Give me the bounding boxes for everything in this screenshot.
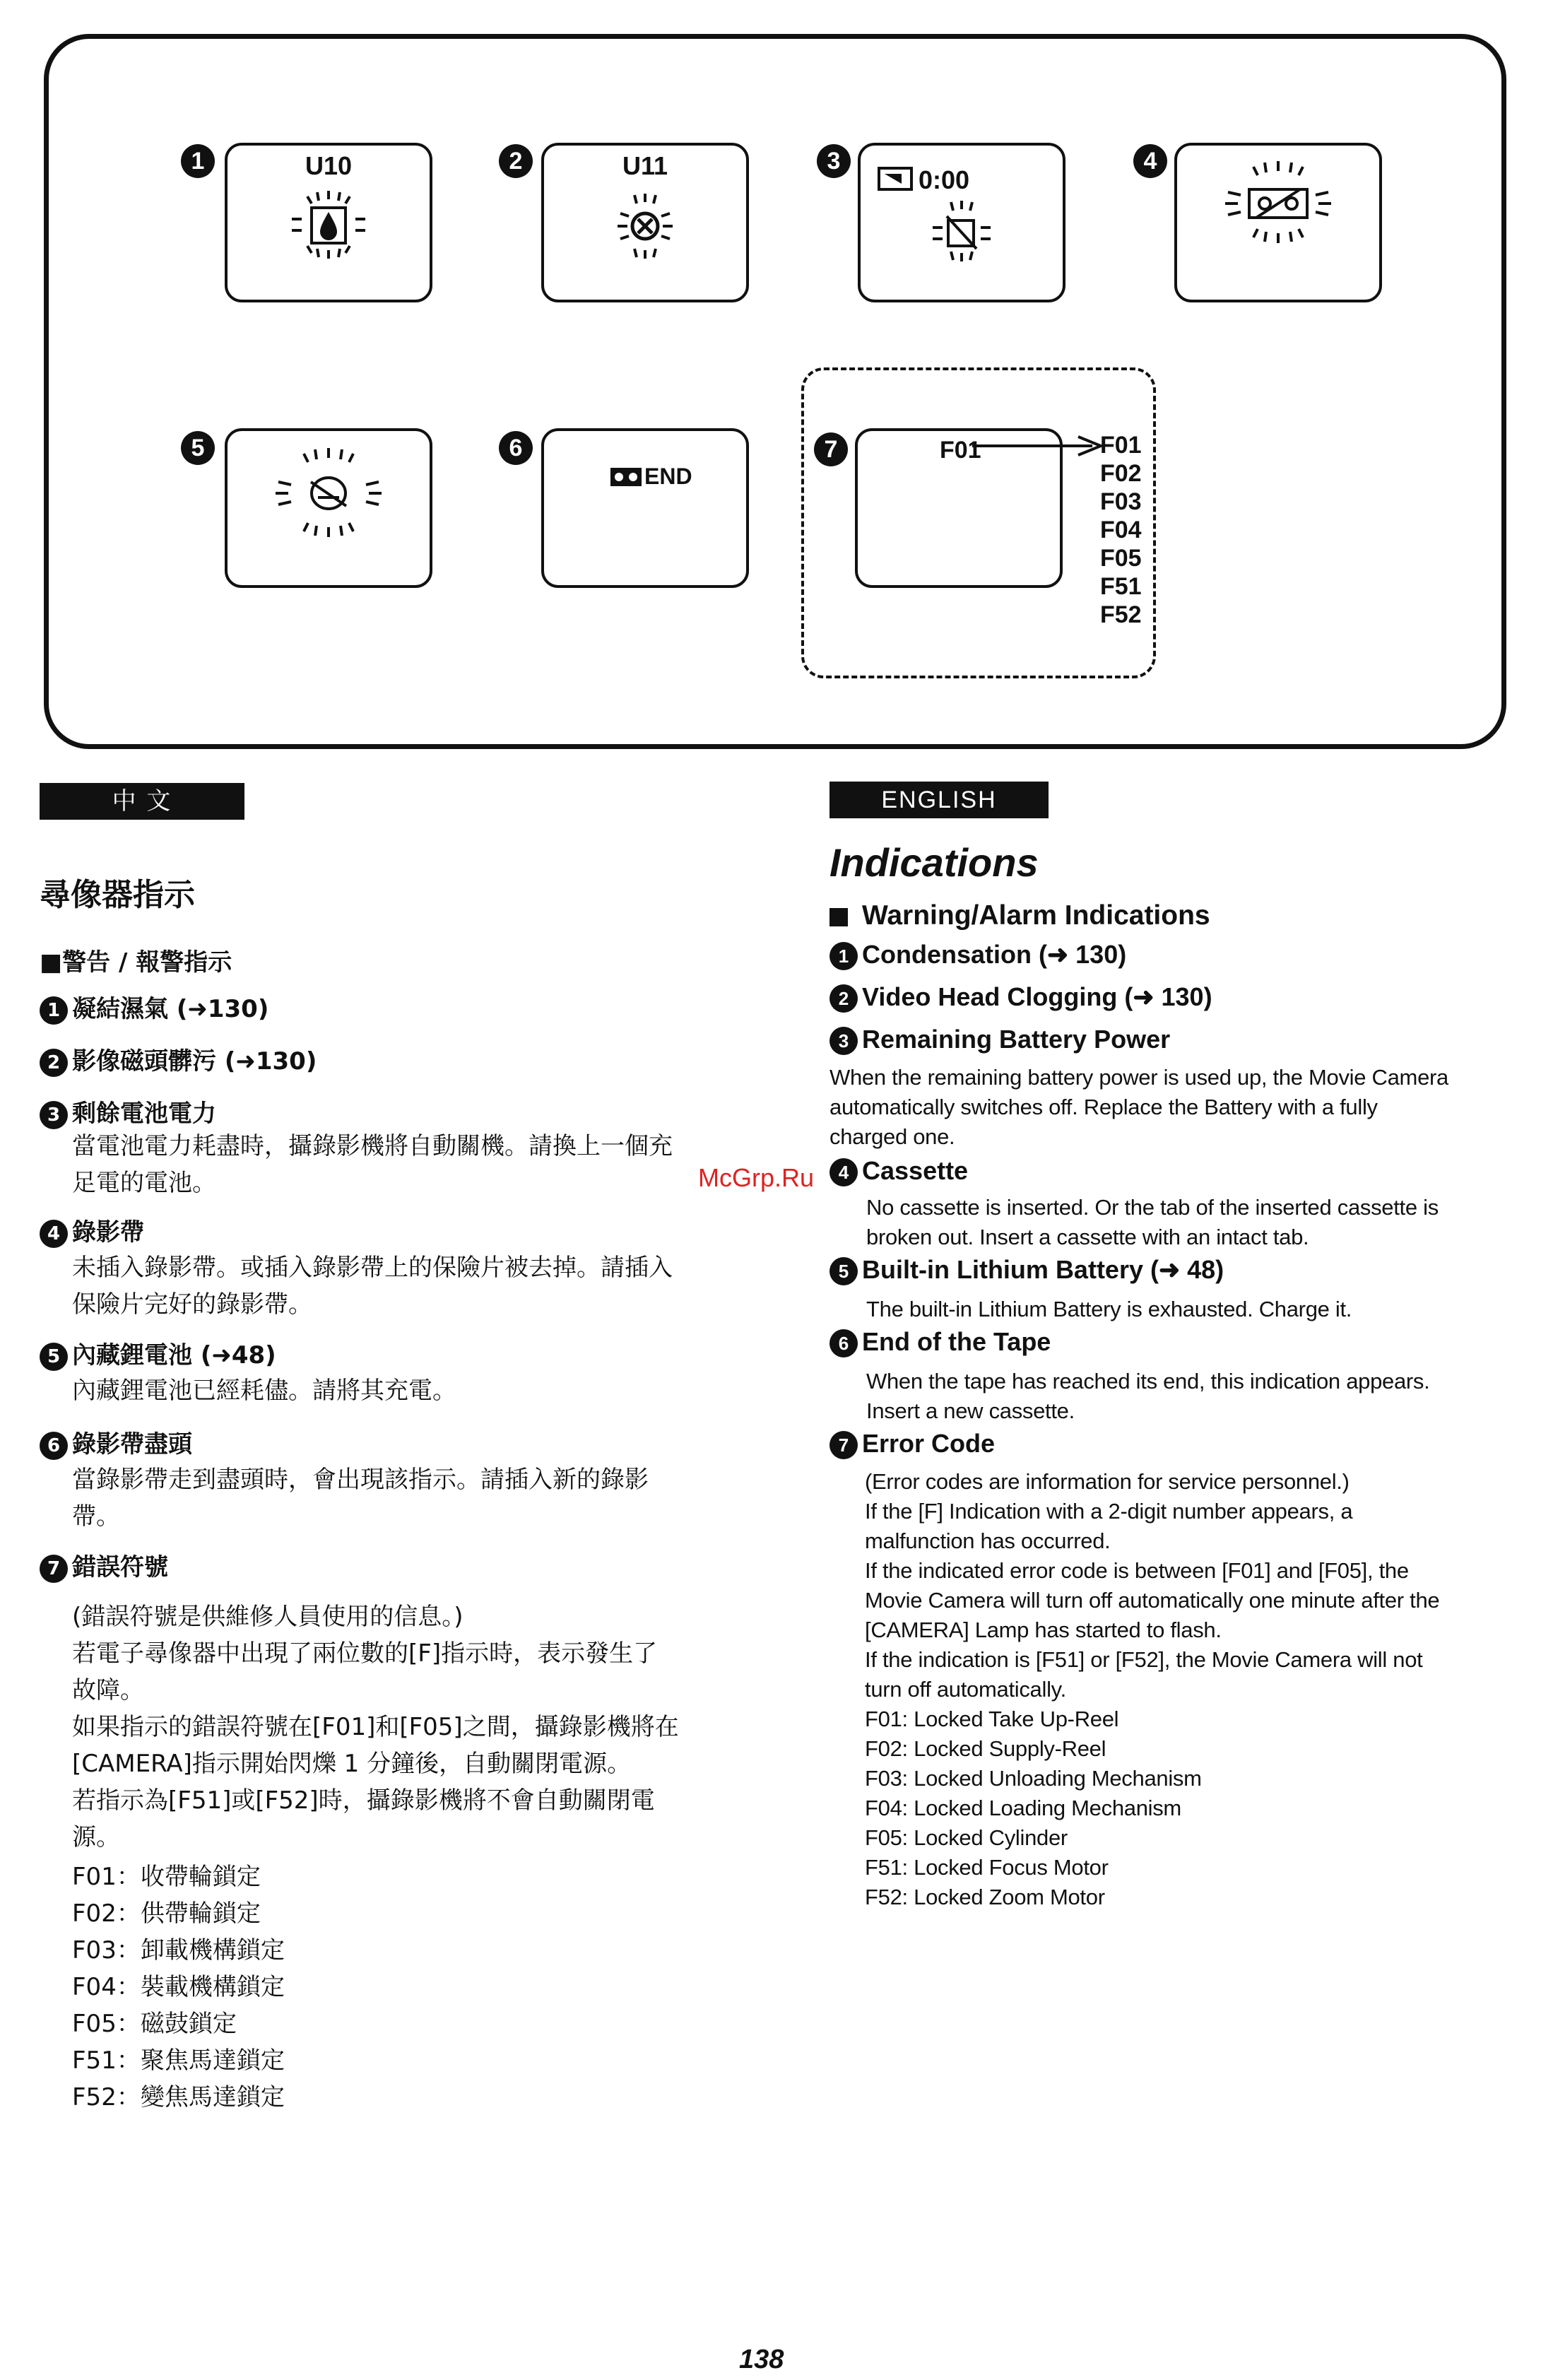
en-item-1 <box>829 940 1126 970</box>
viewfinder-screen-6 <box>541 428 749 588</box>
en-item-7-body <box>865 1467 1439 1912</box>
error-code-item: F04：裝載機構鎖定 <box>72 1973 285 2001</box>
item-number-7: 7 <box>829 1431 858 1459</box>
subtitle-english <box>829 900 1210 931</box>
page-title-chinese: 尋像器指示 <box>40 877 195 913</box>
cn-item-6 <box>40 1425 192 1460</box>
error-code-item: F01: Locked Take Up-Reel <box>865 1707 1119 1731</box>
text-line: (Error codes are information for service personnel.) <box>865 1469 1350 1494</box>
text-line: [CAMERA]指示開始閃爍 1 分鐘後，自動關閉電源。 <box>72 1750 632 1778</box>
cn-item-title: 錯誤符號 <box>72 1553 168 1581</box>
text-line: 內藏鋰電池已經耗儘。請將其充電。 <box>72 1377 456 1405</box>
viewfinder-screen-5 <box>225 428 432 588</box>
cn-item-title: 剩餘電池電力 <box>72 1100 216 1128</box>
cn-item-title: 錄影帶盡頭 <box>72 1430 192 1459</box>
callout-1: 1 <box>181 144 215 178</box>
square-bullet-icon <box>829 908 848 926</box>
callout-5: 5 <box>181 431 215 465</box>
en-item-5-body <box>866 1295 1352 1324</box>
item-number-4: 4 <box>829 1158 858 1186</box>
item-number-3: 3 <box>829 1027 858 1055</box>
tape-end-icon <box>609 466 643 488</box>
text-line: When the tape has reached its end, this indication appears. <box>866 1369 1430 1394</box>
text-line: 未插入錄影帶。或插入錄影帶上的保險片被去掉。請插入 <box>72 1254 673 1282</box>
viewfinder-screen-4 <box>1174 143 1382 302</box>
head-clogging-icon <box>606 189 684 260</box>
cn-item-title: 凝結濕氣 (➜130) <box>72 995 269 1023</box>
cn-item-title: 錄影帶 <box>72 1218 144 1247</box>
cn-item-title: 影像磁頭髒污 (➜130) <box>72 1047 317 1076</box>
callout-7: 7 <box>814 432 848 466</box>
error-code-item: F02: Locked Supply-Reel <box>865 1736 1106 1761</box>
error-code-item: F03：卸載機構鎖定 <box>72 1936 285 1964</box>
text-line: 若電子尋像器中出現了兩位數的[F]指示時，表示發生了 <box>72 1639 658 1668</box>
battery-icon <box>923 199 1000 263</box>
error-code-item: F03 <box>1100 488 1142 515</box>
cn-item-7 <box>40 1548 168 1583</box>
item-number-6: 6 <box>40 1432 68 1460</box>
callout-4: 4 <box>1133 144 1167 178</box>
callout-6: 6 <box>499 431 533 465</box>
text-line: 帶。 <box>72 1502 120 1531</box>
text-line: 保險片完好的錄影帶。 <box>72 1290 312 1319</box>
text-line: malfunction has occurred. <box>865 1528 1111 1553</box>
figure-frame <box>44 34 1506 749</box>
text-line: 當錄影帶走到盡頭時，會出現該指示。請插入新的錄影 <box>72 1466 649 1494</box>
text-line: The built-in Lithium Battery is exhausted. Charge it. <box>866 1297 1352 1321</box>
remaining-time-icon <box>878 167 913 191</box>
text-line: turn off automatically. <box>865 1677 1066 1702</box>
error-code-item: F01：收帶輪鎖定 <box>72 1863 261 1891</box>
cassette-icon <box>1218 160 1338 245</box>
item-number-6: 6 <box>829 1329 858 1357</box>
error-code-item: F03: Locked Unloading Mechanism <box>865 1766 1202 1791</box>
cn-item-2 <box>40 1042 317 1077</box>
viewfinder-screen-1 <box>225 143 432 302</box>
error-code-item: F52: Locked Zoom Motor <box>865 1885 1105 1909</box>
en-item-title: Condensation (➜ 130) <box>862 940 1127 969</box>
error-code-item: F05: Locked Cylinder <box>865 1825 1068 1850</box>
text-line: 如果指示的錯誤符號在[F01]和[F05]之間，攝錄影機將在 <box>72 1713 679 1741</box>
watermark-text: McGrp.Ru <box>698 1163 815 1192</box>
text-line: 當電池電力耗盡時，攝錄影機將自動關機。請換上一個充 <box>72 1132 673 1160</box>
cn-item-6-body <box>72 1461 649 1535</box>
error-code-list <box>1100 431 1142 629</box>
en-item-title: Remaining Battery Power <box>862 1025 1171 1054</box>
callout-2: 2 <box>499 144 533 178</box>
error-code-item: F04: Locked Loading Mechanism <box>865 1796 1181 1820</box>
error-code-item: F05：磁鼓鎖定 <box>72 2010 237 2038</box>
text-line: If the indication is [F51] or [F52], the Movie Camera will not <box>865 1647 1423 1672</box>
item-number-1: 1 <box>40 996 68 1025</box>
page-title-english: Indications <box>829 840 1039 885</box>
viewfinder-screen-2 <box>541 143 749 302</box>
text-line: No cassette is inserted. Or the tab of the inserted cassette is <box>866 1195 1439 1220</box>
screen-error-code: F01 <box>940 437 981 464</box>
cn-item-3-body <box>72 1128 673 1201</box>
cn-item-1 <box>40 989 268 1025</box>
en-item-7 <box>829 1429 995 1459</box>
en-item-6 <box>829 1327 1051 1357</box>
cn-item-4-body <box>72 1249 673 1323</box>
error-code-item: F51：聚焦馬達鎖定 <box>72 2046 285 2075</box>
section-tag-english: ENGLISH <box>829 782 1049 818</box>
en-item-title: Video Head Clogging (➜ 130) <box>862 982 1212 1011</box>
text-line: (錯誤符號是供維修人員使用的信息。) <box>72 1603 464 1631</box>
subtitle-text: Warning/Alarm Indications <box>862 900 1210 931</box>
item-number-3: 3 <box>40 1101 68 1129</box>
text-line: broken out. Insert a cassette with an intact tab. <box>866 1225 1309 1249</box>
en-item-4 <box>829 1156 968 1186</box>
en-item-title: Cassette <box>862 1156 969 1185</box>
error-code-item: F01 <box>1100 432 1142 459</box>
error-code-item: F02：供帶輪鎖定 <box>72 1899 261 1928</box>
text-line: Movie Camera will turn off automatically one minute after the <box>865 1588 1440 1613</box>
remaining-time-value: 0:00 <box>919 165 970 194</box>
en-item-6-body <box>866 1367 1429 1426</box>
item-number-2: 2 <box>40 1049 68 1077</box>
en-item-title: Built-in Lithium Battery (➜ 48) <box>862 1255 1224 1284</box>
item-number-2: 2 <box>829 984 858 1013</box>
error-code-item: F02 <box>1100 460 1142 487</box>
text-line: charged one. <box>829 1124 955 1149</box>
cn-item-5-body <box>72 1372 456 1409</box>
text-line: When the remaining battery power is used up, the Movie Camera <box>829 1065 1448 1090</box>
callout-3: 3 <box>817 144 851 178</box>
screen-label-u10: U10 <box>305 151 353 180</box>
error-code-item: F51: Locked Focus Motor <box>865 1855 1109 1880</box>
cn-item-7-body <box>72 1598 679 1856</box>
item-number-7: 7 <box>40 1555 68 1583</box>
error-code-item: F04 <box>1100 517 1142 543</box>
en-item-title: End of the Tape <box>862 1327 1051 1356</box>
subtitle-chinese: ■警告 / 報警指示 <box>40 948 232 977</box>
text-line: Insert a new cassette. <box>866 1398 1075 1423</box>
screen-label-u11: U11 <box>622 151 668 180</box>
arrow-right-icon <box>972 435 1104 456</box>
cn-item-title: 內藏鋰電池 (➜48) <box>72 1341 276 1369</box>
cn-item-5 <box>40 1336 276 1371</box>
error-code-item: F51 <box>1100 573 1142 600</box>
item-number-5: 5 <box>40 1343 68 1371</box>
en-item-4-body <box>866 1193 1439 1252</box>
section-tag-chinese: 中 文 <box>40 783 244 820</box>
viewfinder-screen-3 <box>858 143 1065 302</box>
item-number-1: 1 <box>829 942 858 970</box>
page-number: 138 <box>739 2345 784 2374</box>
item-number-5: 5 <box>829 1257 858 1285</box>
error-code-item: F52：變焦馬達鎖定 <box>72 2083 285 2111</box>
text-line: If the [F] Indication with a 2-digit number appears, a <box>865 1499 1353 1524</box>
tape-end-label: END <box>644 464 692 489</box>
text-line: 故障。 <box>72 1676 144 1704</box>
cn-error-code-list <box>72 1858 285 2116</box>
text-line: If the indicated error code is between [F01] and [F05], the <box>865 1558 1409 1583</box>
error-code-item: F52 <box>1100 601 1142 628</box>
text-line: 源。 <box>72 1823 120 1851</box>
text-line: automatically switches off. Replace the Battery with a fully <box>829 1095 1378 1119</box>
item-number-4: 4 <box>40 1220 68 1248</box>
condensation-icon <box>286 189 371 260</box>
error-code-item: F05 <box>1100 545 1142 572</box>
en-item-title: Error Code <box>862 1429 996 1458</box>
cn-item-4 <box>40 1213 144 1248</box>
text-line: 足電的電池。 <box>72 1169 216 1197</box>
text-line: 若指示為[F51]或[F52]時，攝錄影機將不會自動關閉電 <box>72 1786 655 1815</box>
cn-item-3 <box>40 1094 216 1129</box>
en-item-2 <box>829 982 1212 1013</box>
en-item-3 <box>829 1025 1170 1055</box>
en-item-5 <box>829 1255 1224 1285</box>
en-item-3-body <box>829 1063 1448 1152</box>
text-line: [CAMERA] Lamp has started to flash. <box>865 1618 1222 1642</box>
lithium-battery-icon <box>268 447 389 538</box>
